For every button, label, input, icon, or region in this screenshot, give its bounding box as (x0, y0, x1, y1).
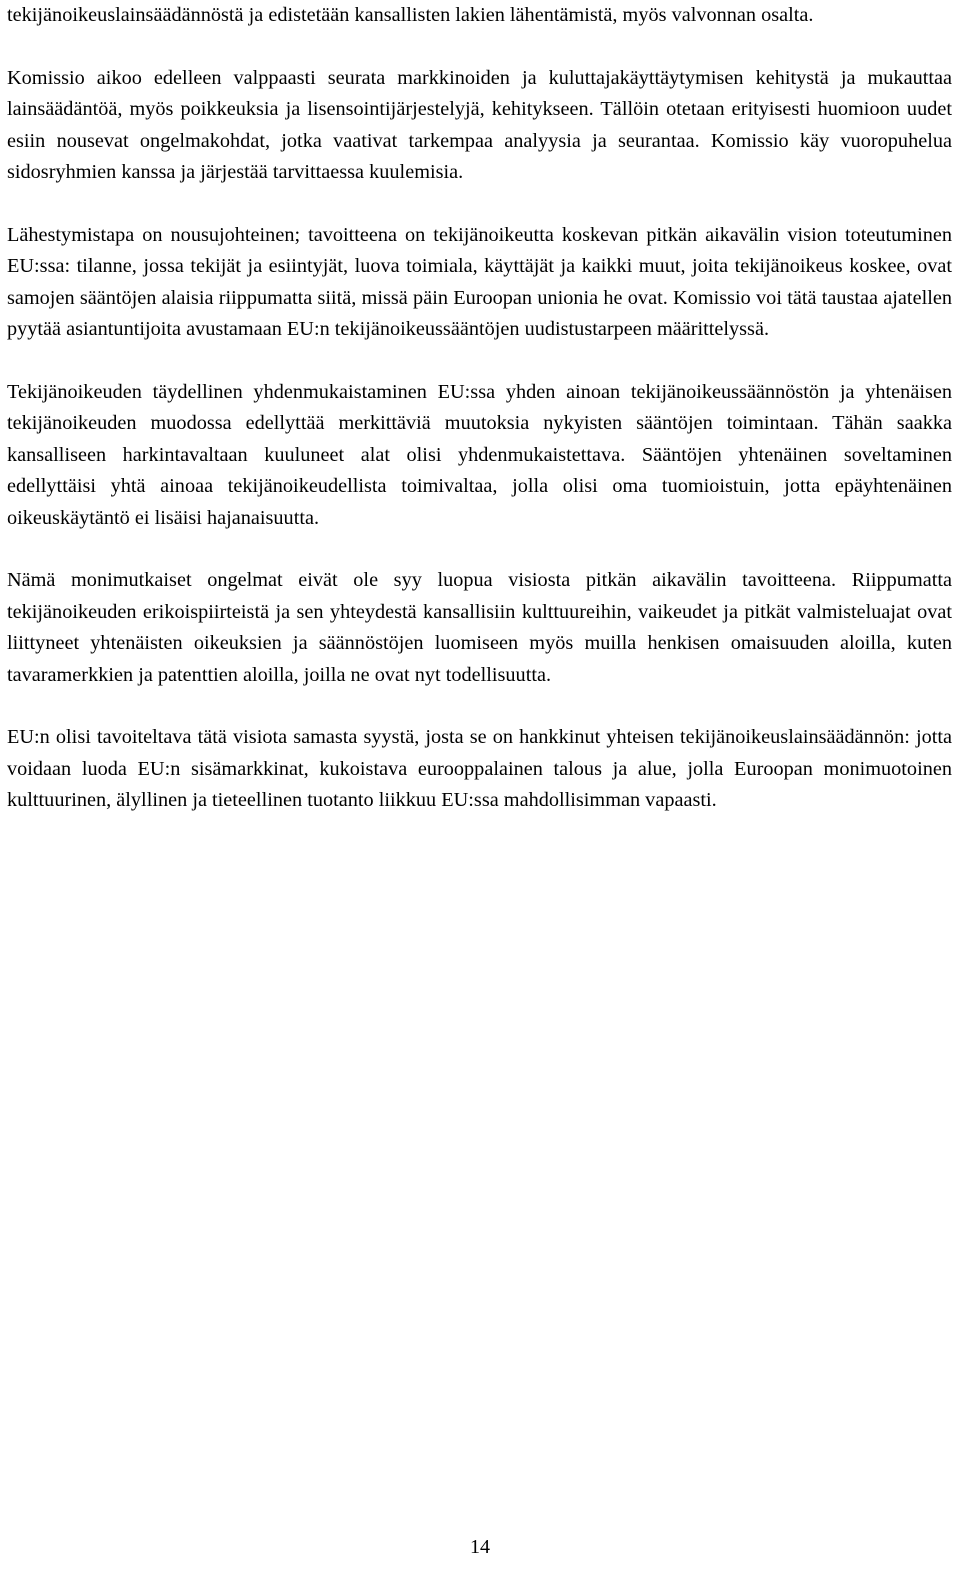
paragraph-eu-vision: EU:n olisi tavoiteltava tätä visiota samasta syystä, josta se on hankkinut yhteisen tekijänoikeuslainsäädännön: jotta voidaan luoda EU:n sisämarkkinat, kukoistava eurooppalainen talous ja alue, jolla Euroopan monimuotoinen kulttuurinen, älyllinen ja tieteellinen tuotanto liikkuu EU:ssa mahdollisimman vapaasti. (7, 726, 952, 811)
document-body (7, 0, 952, 848)
paragraph-complex-problems: Nämä monimutkaiset ongelmat eivät ole syy luopua visiosta pitkän aikavälin tavoitteena. Riippumatta tekijänoikeuden erikoispiirteistä ja sen yhteydestä kansallisiin kulttuureihin, vaikeudet ja pitkät valmisteluajat ovat liittyneet yhtenäisten oikeuksien ja säännöstöjen luomiseen myös muilla henkisen omaisuuden aloilla, kuten tavaramerkkien ja patenttien aloilla, joilla ne ovat nyt todellisuutta. (7, 569, 952, 686)
page-number: 14 (470, 1536, 490, 1558)
paragraph-continued: tekijänoikeuslainsäädännöstä ja edistetään kansallisten lakien lähentämistä, myös valvonnan osalta. (7, 4, 814, 26)
paragraph-harmonisation: Tekijänoikeuden täydellinen yhdenmukaistaminen EU:ssa yhden ainoan tekijänoikeussäännöstön ja yhtenäisen tekijänoikeuden muodossa edellyttää merkittäviä muutoksia nykyisten sääntöjen toimintaan. Tähän saakka kansalliseen harkintavaltaan kuuluneet alat olisi yhdenmukaistettava. Sääntöjen yhtenäinen soveltaminen edellyttäisi yhtä ainoaa tekijänoikeudellista toimivaltaa, jolla olisi oma tuomioistuin, jotta epäyhtenäinen oikeuskäytäntö ei lisäisi hajanaisuutta. (7, 380, 952, 529)
paragraph-approach: Lähestymistapa on nousujohteinen; tavoitteena on tekijänoikeutta koskevan pitkän aikavälin vision toteutuminen EU:ssa: tilanne, jossa tekijät ja esiintyjät, luova toimiala, käyttäjät ja kaikki muut, joita tekijänoikeus koskee, ovat samojen sääntöjen alaisia riippumatta siitä, missä päin Euroopan unionia he ovat. Komissio voi tätä taustaa ajatellen pyytää asiantuntijoita avustamaan EU:n tekijänoikeussääntöjen uudistustarpeen määrittelyssä. (7, 223, 952, 340)
paragraph-market-monitoring: Komissio aikoo edelleen valppaasti seurata markkinoiden ja kuluttajakäyttäytymisen kehitystä ja mukauttaa lainsäädäntöä, myös poikkeuksia ja lisensointijärjestelyjä, kehitykseen. Tällöin otetaan erityisesti huomioon uudet esiin nousevat ongelmakohdat, jotka vaativat tarkempaa analyysia ja seurantaa. Komissio käy vuoropuhelua sidosryhmien kanssa ja järjestää tarvittaessa kuulemisia. (7, 66, 952, 183)
